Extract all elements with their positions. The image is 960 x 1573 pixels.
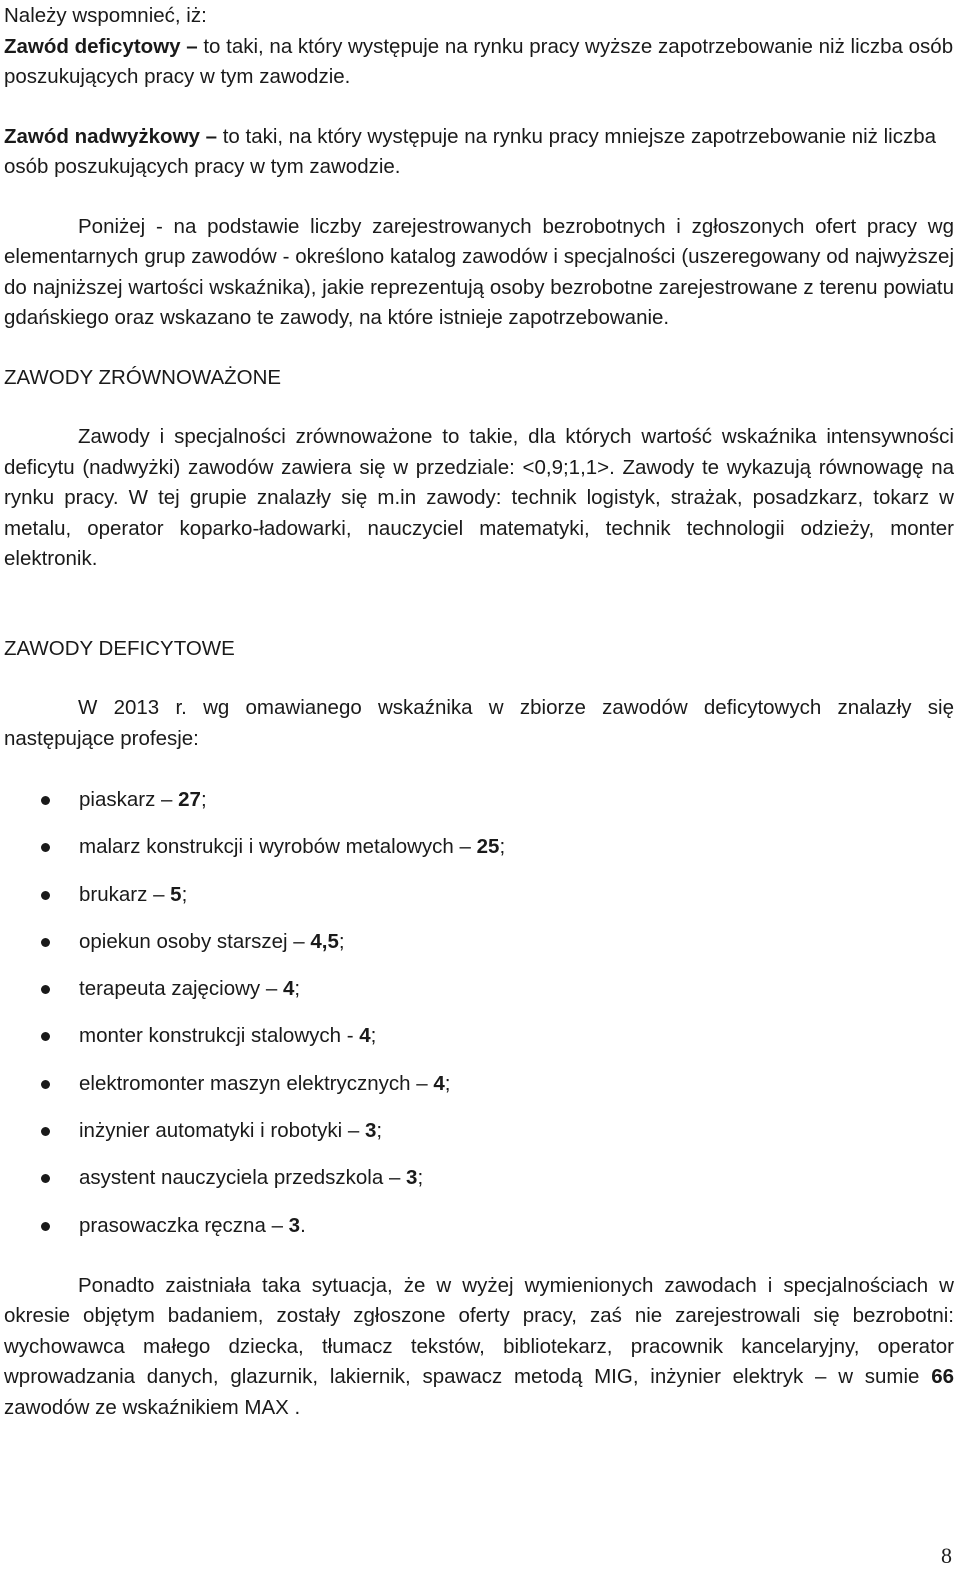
occupation-name: monter konstrukcji stalowych [79, 1024, 347, 1048]
indicator-value: 3 [406, 1166, 418, 1190]
punctuation: ; [376, 1119, 383, 1143]
catalog-paragraph: Poniżej - na podstawie liczby zarejestrowanych bezrobotnych i zgłoszonych ofert pracy wg elementarnych grup zawodów - określono katalog zawodów i specjalności (uszeregowany od najwyższej do najniższej wartości wskaźnika), jakie reprezentują osoby bezrobotne zarejestrowane z terenu powiatu gdańskiego oraz wskazano te zawody, na które istnieje zapotrzebowanie. [4, 214, 954, 329]
indicator-value: 4 [359, 1024, 371, 1048]
punctuation: ; [417, 1166, 424, 1190]
indicator-value: 27 [178, 788, 201, 811]
bullet-icon [41, 938, 50, 947]
bullet-icon [41, 891, 50, 900]
list-item [4, 974, 954, 1021]
indicator-value: 3 [288, 1213, 301, 1237]
list-item [4, 1069, 954, 1116]
indicator-value: 25 [476, 835, 500, 859]
section-heading-balanced: ZAWODY ZRÓWNOWAŻONE [4, 365, 282, 389]
bullet-icon [41, 1174, 50, 1183]
occupation-name: prasowaczka ręczna [79, 1213, 272, 1237]
definition-deficit-text: to taki, na który występuje na rynku pracy wyższe zapotrzebowanie niż liczba osób poszukujących pracy w tym zawodzie. [4, 34, 954, 88]
bullet-icon [41, 1080, 50, 1089]
separator: – [293, 929, 311, 953]
occupation-name: terapeuta zajęciowy [79, 977, 266, 1001]
closing-text: Ponadto zaistniała taka sytuacja, że w wyżej wymienionych zawodach i specjalnościach w okresie objętym badaniem, zostały zgłoszone oferty pracy, zaś nie zarejestrowali się bezrobotni: wychowawca małego dziecka, tłumacz tekstów, bibliotekarz, pracownik kancelaryjny, operator wprowadzania danych, glazurnik, lakiernik, spawacz metodą MIG, inżynier elektryk – w sumie [4, 1273, 954, 1389]
list-item [4, 785, 954, 832]
separator: - [346, 1024, 360, 1048]
list-item [4, 880, 954, 927]
indicator-value: 3 [365, 1119, 377, 1143]
occupation-name: brukarz [79, 882, 154, 906]
bullet-icon [41, 985, 50, 994]
balanced-paragraph: Zawody i specjalności zrównoważone to takie, dla których wartość wskaźnika intensywności deficytu (nadwyżki) zawodów zawiera się w przedziale: <0,9;1,1>. Zawody te wykazują równowagę na rynku pracy. W tej grupie znalazły się m.in zawody: technik logistyk, strażak, posadzkarz, tokarz w metalu, operator koparko-ładowarki, nauczyciel matematyki, technik technologii odzieży, monter elektronik. [4, 425, 954, 570]
occupation-name: asystent nauczyciela przedszkola [79, 1166, 389, 1190]
indicator-value: 4,5 [310, 929, 339, 953]
punctuation: ; [338, 929, 345, 953]
section-heading-deficit: ZAWODY DEFICYTOWE [4, 636, 235, 660]
separator: – [271, 1213, 289, 1237]
list-item [4, 1163, 954, 1210]
separator: – [265, 977, 283, 1001]
occupation-count: 66 [931, 1365, 954, 1389]
page-content [4, 0, 954, 1423]
definition-surplus [4, 122, 954, 183]
indicator-value: 4 [283, 977, 295, 1001]
bullet-icon [41, 843, 50, 852]
punctuation: ; [444, 1071, 451, 1095]
punctuation: ; [294, 977, 301, 1001]
separator: – [161, 788, 179, 811]
punctuation: ; [499, 835, 506, 859]
list-item [4, 927, 954, 974]
occupation-name: inżynier automatyki i robotyki [79, 1119, 348, 1143]
occupation-name: piaskarz [79, 788, 162, 811]
punctuation: ; [200, 788, 207, 811]
occupation-name: elektromonter maszyn elektrycznych [79, 1071, 417, 1095]
occupation-name: opiekun osoby starszej [79, 929, 294, 953]
definition-deficit-term: Zawód deficytowy – [4, 34, 198, 58]
punctuation: ; [370, 1024, 377, 1048]
list-item [4, 1211, 954, 1258]
separator: – [153, 882, 171, 906]
bullet-icon [41, 796, 50, 805]
separator: – [347, 1119, 365, 1143]
list-item [4, 1116, 954, 1163]
deficit-occupation-list [4, 785, 954, 1258]
indicator-value: 4 [433, 1071, 445, 1095]
bullet-icon [41, 1222, 50, 1231]
punctuation: ; [181, 882, 188, 906]
separator: – [459, 835, 477, 859]
page-number: 8 [941, 1543, 952, 1568]
bullet-icon [41, 1127, 50, 1136]
punctuation: . [300, 1213, 306, 1237]
occupation-name: malarz konstrukcji i wyrobów metalowych [79, 835, 460, 859]
closing-paragraph [4, 1271, 954, 1424]
definition-surplus-text: to taki, na który występuje na rynku pracy mniejsze zapotrzebowanie niż liczba osób poszukujących pracy w tym zawodzie. [4, 124, 937, 178]
bullet-icon [41, 1032, 50, 1041]
definition-deficit [4, 32, 954, 93]
list-item [4, 1021, 954, 1068]
deficit-intro: W 2013 r. wg omawianego wskaźnika w zbiorze zawodów deficytowych znalazły się następujące profesje: [4, 696, 954, 750]
intro-lead: Należy wspomnieć, iż: [4, 4, 207, 27]
separator: – [388, 1166, 407, 1190]
indicator-value: 5 [170, 882, 182, 906]
list-item [4, 832, 954, 879]
definition-surplus-term: Zawód nadwyżkowy – [4, 124, 218, 148]
separator: – [416, 1071, 434, 1095]
closing-text-end: zawodów ze wskaźnikiem MAX . [4, 1395, 301, 1419]
